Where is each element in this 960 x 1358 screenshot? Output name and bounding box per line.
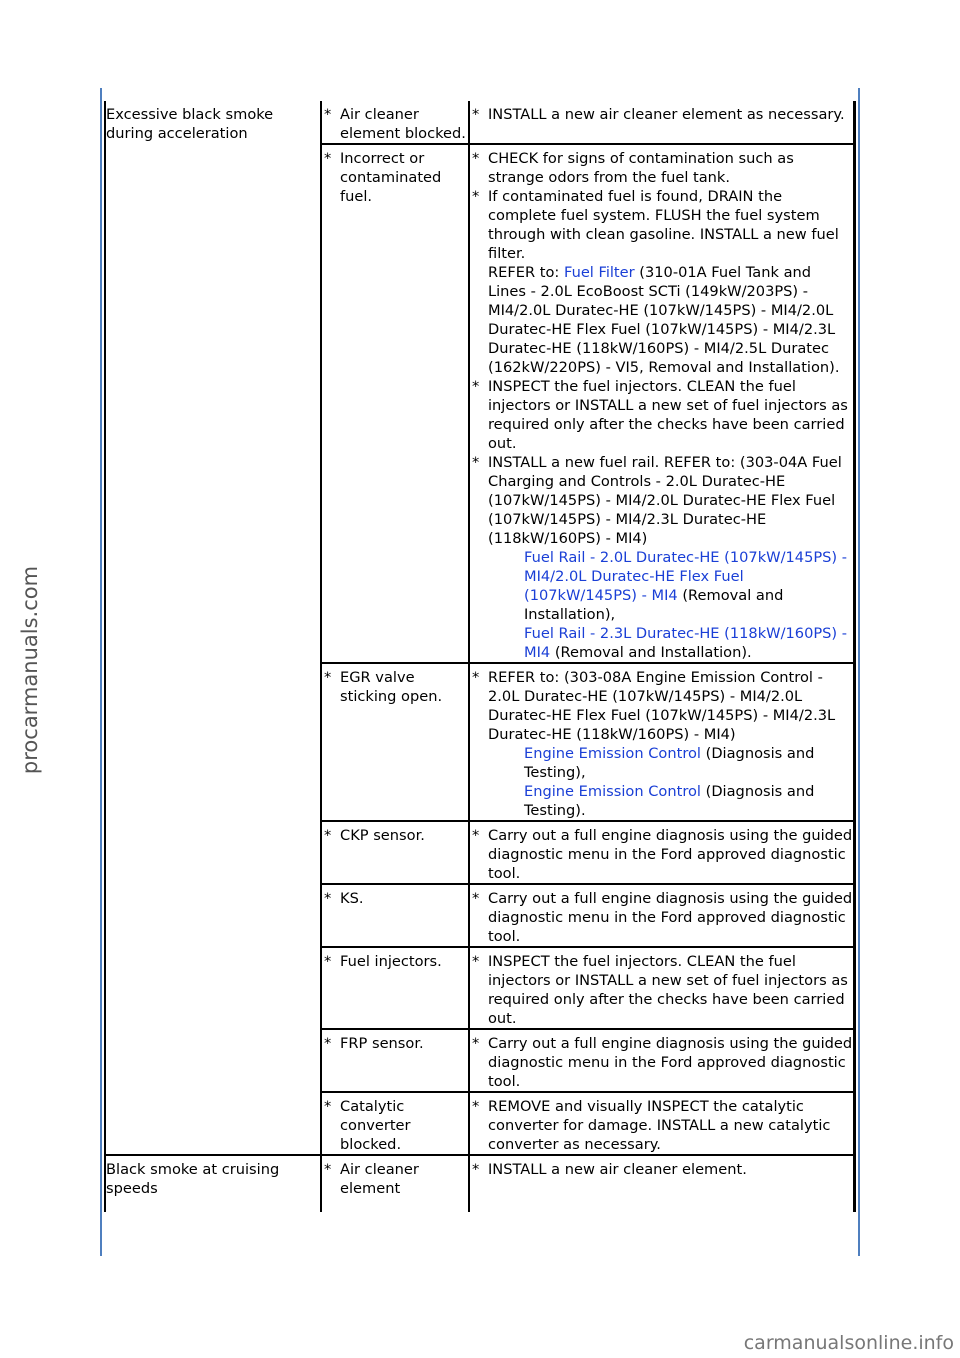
cause-item-text: Incorrect or contaminated fuel. xyxy=(340,150,442,205)
action-item-text: INSTALL a new air cleaner element. xyxy=(488,1161,747,1178)
bullet-star: * xyxy=(472,890,480,907)
action-cell xyxy=(468,1028,856,1091)
bullet-star: * xyxy=(472,106,480,123)
cause-item-text: EGR valve sticking open. xyxy=(340,669,443,705)
bullet-star: * xyxy=(472,454,480,471)
watermark-text: procarmanuals.com xyxy=(18,565,42,775)
sidebar-watermark xyxy=(0,0,60,1358)
cause-item xyxy=(322,889,468,908)
subref-suffix: (Removal and Installation). xyxy=(550,644,752,661)
cause-cell xyxy=(320,1091,468,1154)
action-item xyxy=(470,187,853,377)
cause-cell xyxy=(320,662,468,820)
bullet-star: * xyxy=(324,106,332,123)
cause-item xyxy=(322,952,468,971)
cause-item-text: KS. xyxy=(340,890,364,907)
cause-cell xyxy=(320,946,468,1028)
cause-item xyxy=(322,1034,468,1053)
left-border-line xyxy=(100,88,102,1256)
cause-cell xyxy=(320,143,468,662)
subref-suffix: (Removal and Installation), xyxy=(524,587,784,623)
action-item-text: INSTALL a new fuel rail. REFER to: (303-04A Fuel Charging and Controls - 2.0L Duratec-HE (107kW/145PS) - MI4/2.0L Duratec-HE Flex Fuel (107kW/145PS) - MI4/2.3L Duratec-HE (118kW/160PS) - MI4) xyxy=(488,454,842,547)
bullet-star: * xyxy=(324,890,332,907)
refer-suffix: (310-01A Fuel Tank and Lines - 2.0L EcoBoost SCTi (149kW/203PS) - MI4/2.0L Duratec-HE (107kW/145PS) - MI4/2.0L Duratec-HE Flex Fuel (107kW/145PS) - MI4/2.3L Duratec-HE (118kW/160PS) - MI4/2.5L Duratec (162kW/220PS) - VI5, Removal and Installation). xyxy=(488,264,840,376)
subref-suffix: (Diagnosis and Testing), xyxy=(524,745,815,781)
bullet-star: * xyxy=(472,1098,480,1115)
cause-item-text: Air cleaner element blocked. xyxy=(340,106,466,142)
symptom-cell xyxy=(104,101,320,1154)
action-item xyxy=(470,889,853,946)
bullet-star: * xyxy=(472,1161,480,1178)
bullet-star: * xyxy=(324,953,332,970)
cause-item xyxy=(322,826,468,845)
action-item-text: CHECK for signs of contamination such as strange odors from the fuel tank. xyxy=(488,150,794,186)
bullet-star: * xyxy=(324,1098,332,1115)
bullet-star: * xyxy=(324,1161,332,1178)
cause-cell xyxy=(320,820,468,883)
subref-line xyxy=(470,548,853,624)
subref-link[interactable]: Engine Emission Control xyxy=(524,745,701,762)
action-cell xyxy=(468,946,856,1028)
subref-line xyxy=(470,782,853,820)
cause-cell xyxy=(320,1028,468,1091)
cause-cell xyxy=(320,883,468,946)
subref-line xyxy=(470,624,853,662)
cause-item-text: FRP sensor. xyxy=(340,1035,424,1052)
cause-item xyxy=(322,149,468,206)
bullet-star: * xyxy=(324,1035,332,1052)
cause-item-text: CKP sensor. xyxy=(340,827,425,844)
action-item xyxy=(470,1160,853,1179)
action-cell xyxy=(468,1091,856,1154)
action-item xyxy=(470,952,853,1028)
refer-prefix: REFER to: xyxy=(488,264,564,281)
refer-link[interactable]: Fuel Filter xyxy=(563,264,635,281)
action-item-text: INSPECT the fuel injectors. CLEAN the fuel injectors or INSTALL a new set of fuel injectors as required only after the checks have been carried out. xyxy=(488,378,848,452)
bullet-star: * xyxy=(324,150,332,167)
action-item xyxy=(470,826,853,883)
diagnosis-table xyxy=(104,101,856,1212)
cause-item xyxy=(322,1160,468,1198)
bullet-star: * xyxy=(472,378,480,395)
subref-line xyxy=(470,744,853,782)
cause-item-text: Catalytic converter blocked. xyxy=(340,1098,411,1153)
bullet-star: * xyxy=(472,827,480,844)
action-item xyxy=(470,1034,853,1091)
action-cell xyxy=(468,820,856,883)
bullet-star: * xyxy=(472,953,480,970)
action-item-text: REFER to: (303-08A Engine Emission Control - 2.0L Duratec-HE (107kW/145PS) - MI4/2.0L Duratec-HE Flex Fuel (107kW/145PS) - MI4/2.3L Duratec-HE (118kW/160PS) - MI4) xyxy=(488,669,836,743)
action-cell xyxy=(468,1154,856,1212)
cause-item xyxy=(322,105,468,143)
action-item-text: If contaminated fuel is found, DRAIN the complete fuel system. FLUSH the fuel system through with clean gasoline. INSTALL a new fuel filter. xyxy=(488,188,839,262)
action-item-text: REMOVE and visually INSPECT the catalytic converter for damage. INSTALL a new catalytic converter as necessary. xyxy=(488,1098,831,1153)
action-item-text: INSTALL a new air cleaner element as necessary. xyxy=(488,106,845,123)
bullet-star: * xyxy=(472,150,480,167)
cause-cell xyxy=(320,1154,468,1212)
cause-cell xyxy=(320,101,468,143)
action-item-text: Carry out a full engine diagnosis using the guided diagnostic menu in the Ford approved diagnostic tool. xyxy=(488,827,853,882)
subref-suffix: (Diagnosis and Testing). xyxy=(524,783,815,819)
action-cell xyxy=(468,101,856,143)
cause-item-text: Air cleaner element xyxy=(340,1161,419,1197)
subref-link[interactable]: Fuel Rail - 2.3L Duratec-HE (118kW/160PS) - MI4 xyxy=(524,625,848,661)
bullet-star: * xyxy=(324,669,332,686)
action-cell xyxy=(468,662,856,820)
bullet-star: * xyxy=(324,827,332,844)
cause-item-text: Fuel injectors. xyxy=(340,953,442,970)
action-item-text: INSPECT the fuel injectors. CLEAN the fuel injectors or INSTALL a new set of fuel injectors as required only after the checks have been carried out. xyxy=(488,953,848,1027)
cause-item xyxy=(322,668,468,706)
bullet-star: * xyxy=(472,669,480,686)
action-item xyxy=(470,377,853,453)
cause-item xyxy=(322,1097,468,1154)
symptom-text: Excessive black smoke during acceleration xyxy=(106,106,274,142)
refer-line xyxy=(488,263,853,377)
action-cell xyxy=(468,143,856,662)
bullet-star: * xyxy=(472,1035,480,1052)
action-item xyxy=(470,149,853,187)
action-item-text: Carry out a full engine diagnosis using the guided diagnostic menu in the Ford approved diagnostic tool. xyxy=(488,1035,853,1090)
right-border-line xyxy=(858,88,860,1256)
action-item xyxy=(470,668,853,820)
symptom-cell xyxy=(104,1154,320,1212)
action-item xyxy=(470,105,853,124)
action-item-text: Carry out a full engine diagnosis using the guided diagnostic menu in the Ford approved diagnostic tool. xyxy=(488,890,853,945)
symptom-text: Black smoke at cruising speeds xyxy=(106,1161,280,1197)
subref-link[interactable]: Engine Emission Control xyxy=(524,783,701,800)
action-cell xyxy=(468,883,856,946)
table-grid xyxy=(104,101,856,1212)
action-item xyxy=(470,453,853,662)
subref-link[interactable]: Fuel Rail - 2.0L Duratec-HE (107kW/145PS) - MI4/2.0L Duratec-HE Flex Fuel (107kW/145PS) - MI4 xyxy=(524,549,848,604)
bullet-star: * xyxy=(472,188,480,205)
action-item xyxy=(470,1097,853,1154)
footer-watermark: carmanualsonline.info xyxy=(743,1332,954,1354)
